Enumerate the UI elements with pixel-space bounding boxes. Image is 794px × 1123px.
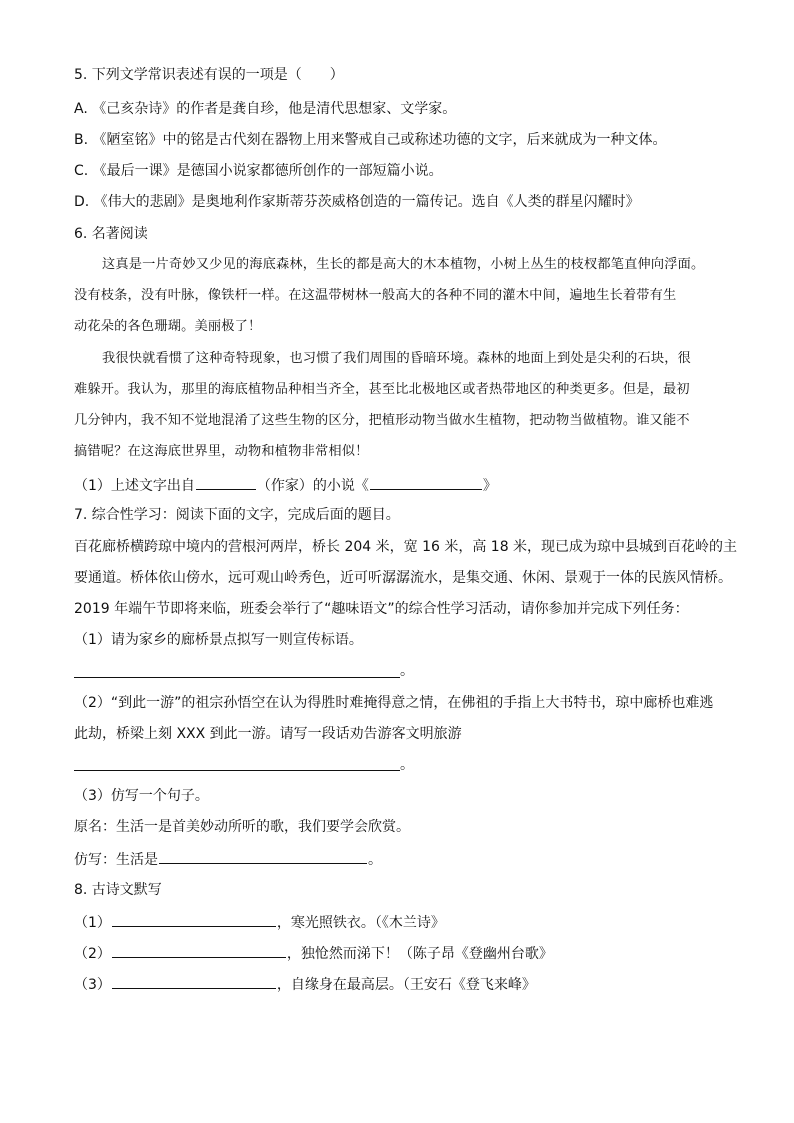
q8-item-1 <box>74 912 445 932</box>
q6-passage-line-5: 难躲开。我认为，那里的海底植物品种相当齐全，甚至比北极地区或者热带地区的种类更多。但是，最初 <box>74 382 690 397</box>
q7-sub3: （3）仿写一个句子。 <box>74 788 209 804</box>
q6-passage-line-6: 几分钟内，我不知不觉地混淆了这些生物的区分，把植形动物当做水生植物，把动物当做植物。谁又能不 <box>74 413 690 428</box>
q7-imitate-period: 。 <box>368 852 382 868</box>
q6-novel-blank[interactable] <box>370 475 482 490</box>
q8-item-3 <box>74 974 536 994</box>
q7-imitate-blank[interactable] <box>159 849 367 864</box>
q7-original-sentence: 原名：生活一是首美妙动所听的歌，我们要学会欣赏。 <box>74 819 410 835</box>
q7-para-line-1: 百花廊桥横跨琼中境内的营根河两岸，桥长 204 米，宽 16 米，高 18 米，现已成为琼中县城到百花岭的主 <box>74 539 738 555</box>
q6-sub1 <box>74 475 497 495</box>
q6-passage-line-4: 我很快就看惯了这种奇特现象，也习惯了我们周围的昏暗环境。森林的地面上到处是尖利的石块，很 <box>102 351 692 366</box>
q7-persuasion-answer-line[interactable] <box>74 770 400 771</box>
q8-item-3-number: （3） <box>74 977 111 993</box>
q8-item-2-number: （2） <box>74 946 111 962</box>
q5-stem: 5. 下列文学常识表述有误的一项是（ ） <box>74 67 344 83</box>
q6-passage-line-7: 搞错呢？在这海底世界里，动物和植物非常相似！ <box>74 444 369 459</box>
q6-sub1-prefix: （1）上述文字出自 <box>74 478 195 494</box>
q7-sub2-line-2: 此劫，桥梁上刻 XXX 到此一游。请写一段话劝告游客文明旅游 <box>74 726 462 742</box>
q7-para-line-3: 2019 年端午节即将来临，班委会举行了“趣味语文”的综合性学习活动，请你参加并完成下列任务： <box>74 601 689 617</box>
q8-item-3-blank[interactable] <box>112 974 276 989</box>
q7-title: 7. 综合性学习：阅读下面的文字，完成后面的题目。 <box>74 507 400 523</box>
q6-passage-line-2: 没有枝条，没有叶脉，像铁杆一样。在这温带树林一般高大的各种不同的灌木中间，遍地生长着带有生 <box>74 288 677 303</box>
q7-sub1: （1）请为家乡的廊桥景点拟写一则宣传标语。 <box>74 632 363 648</box>
q6-sub1-middle: （作家）的小说《 <box>256 478 369 494</box>
q5-option-d: D. 《伟大的悲剧》是奥地利作家斯蒂芬茨威格创造的一篇传记。选自《人类的群星闪耀时》 <box>74 194 640 210</box>
q8-item-2-text: ，独怆然而涕下！（陈子昂《登幽州台歌》 <box>286 946 553 962</box>
q7-persuasion-period: 。 <box>400 757 414 773</box>
q5-option-a: A. 《己亥杂诗》的作者是龚自珍，他是清代思想家、文学家。 <box>74 101 457 117</box>
q5-option-c: C. 《最后一课》是德国小说家都德所创作的一部短篇小说。 <box>74 163 443 179</box>
q8-item-1-number: （1） <box>74 915 111 931</box>
q7-para-line-2: 要通道。桥体依山傍水，远可观山岭秀色，近可听潺潺流水，是集交通、休闲、景观于一体的民族风情桥。 <box>74 570 732 586</box>
q8-item-1-blank[interactable] <box>112 912 276 927</box>
q8-item-1-text: ，寒光照铁衣。（《木兰诗》 <box>276 915 445 931</box>
q7-imitate-line <box>74 849 382 869</box>
q7-slogan-answer-line[interactable] <box>74 677 400 678</box>
q6-passage-line-1: 这真是一片奇妙又少见的海底森林，生长的都是高大的木本植物，小树上丛生的枝杈都笔直伸向浮面。 <box>102 257 705 272</box>
q8-title: 8. 古诗文默写 <box>74 882 162 898</box>
q7-imitate-prefix: 仿写：生活是 <box>74 852 158 868</box>
q7-sub2-line-1: （2）“到此一游”的祖宗孙悟空在认为得胜时难掩得意之情，在佛祖的手指上大书特书，琼中廊桥也难逃 <box>74 695 714 711</box>
q8-item-3-text: ，自缘身在最高层。（王安石《登飞来峰》 <box>276 977 536 993</box>
q6-author-blank[interactable] <box>196 475 256 490</box>
q6-sub1-suffix: 》 <box>482 478 497 494</box>
q6-passage-line-3: 动花朵的各色珊瑚。美丽极了！ <box>74 319 262 334</box>
q8-item-2 <box>74 943 553 963</box>
q8-item-2-blank[interactable] <box>112 943 286 958</box>
q5-option-b: B. 《陋室铭》中的铭是古代刻在器物上用来警戒自己或称述功德的文字，后来就成为一种文体。 <box>74 132 667 148</box>
q6-title: 6. 名著阅读 <box>74 226 148 242</box>
q7-slogan-period: 。 <box>400 663 414 679</box>
